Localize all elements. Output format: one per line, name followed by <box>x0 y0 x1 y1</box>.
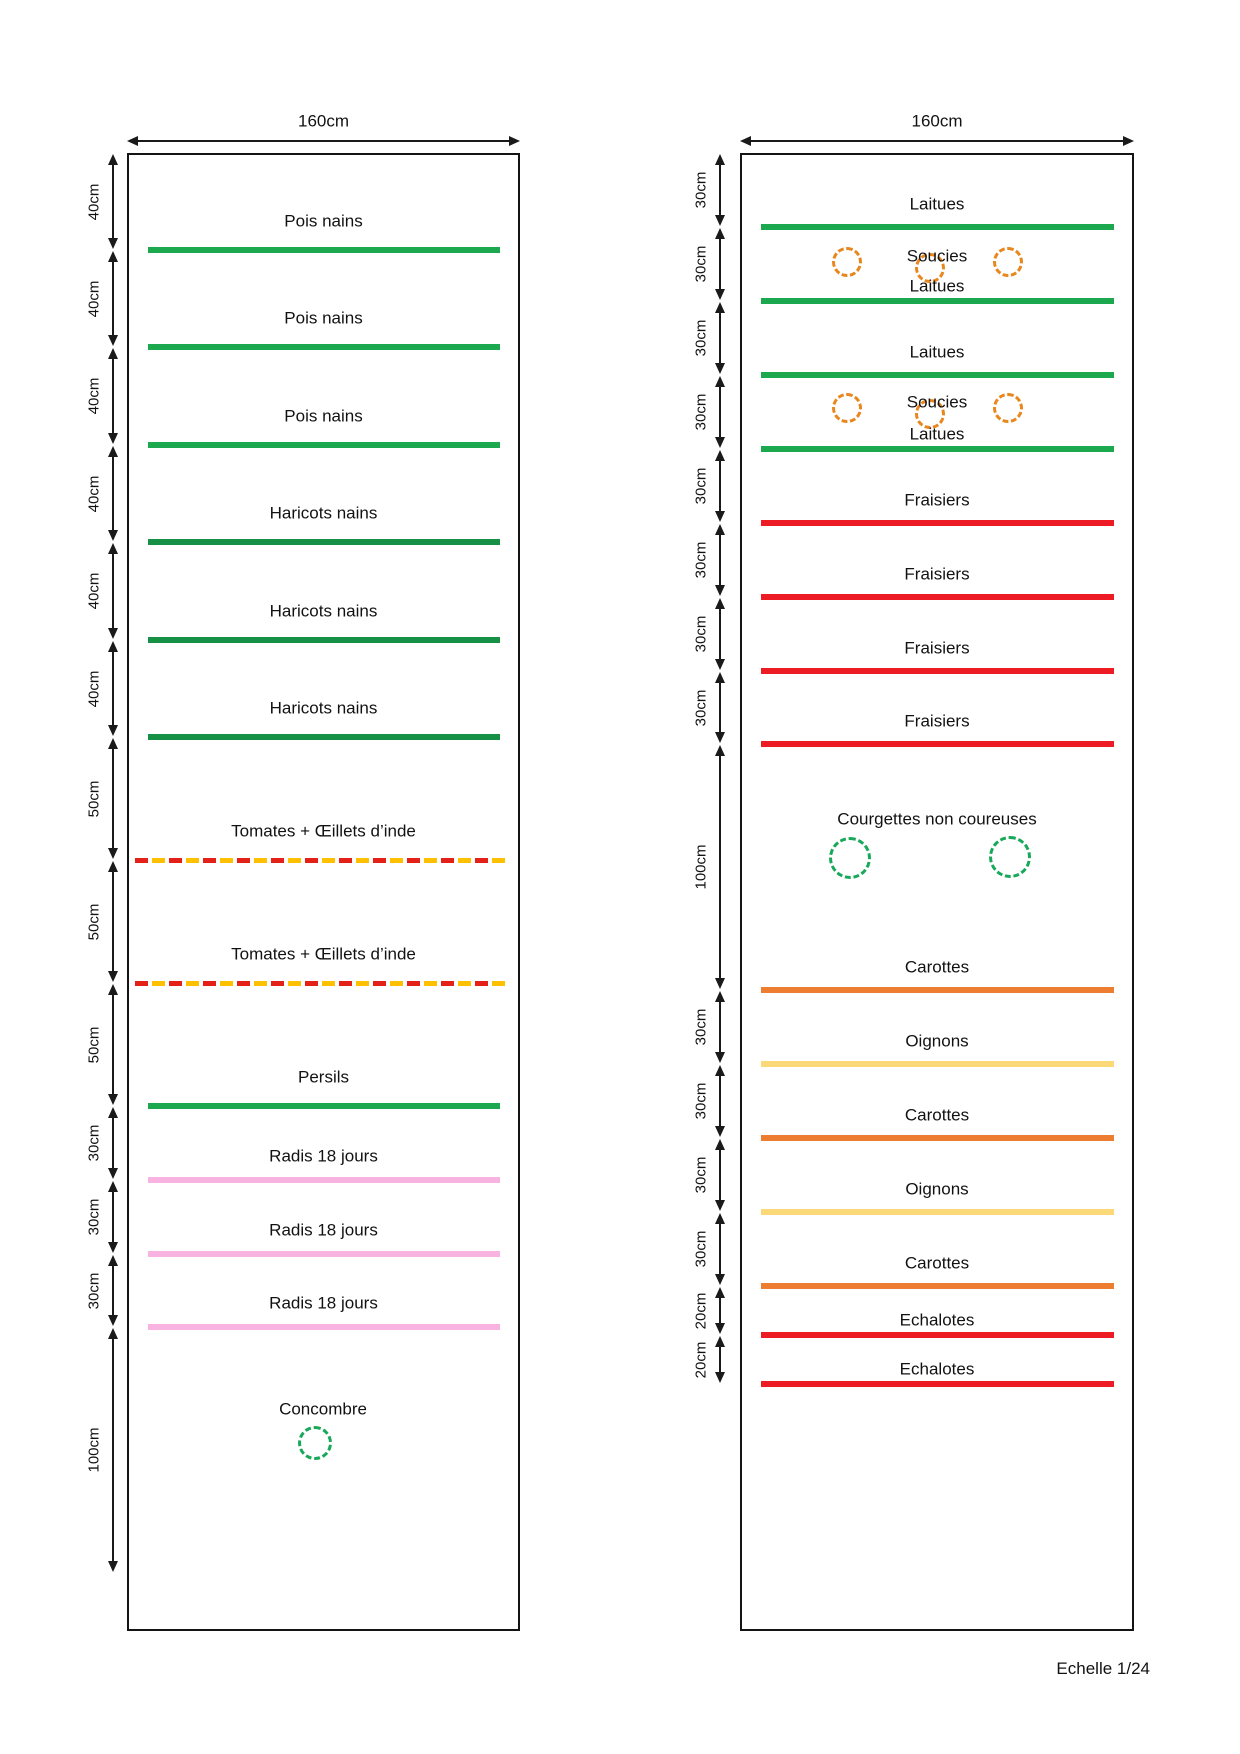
arrow-line <box>719 452 721 520</box>
arrow-line <box>719 526 721 594</box>
spacing-arrow <box>108 1255 118 1326</box>
crop-row-line <box>761 1209 1114 1215</box>
arrow-head-down-icon <box>715 1052 725 1063</box>
spacing-label: 40cm <box>85 377 103 415</box>
crop-row-line <box>761 372 1114 378</box>
arrow-head-down-icon <box>108 1168 118 1179</box>
arrow-head-up-icon <box>108 1255 118 1266</box>
crop-row-label: Fraisiers <box>904 711 970 731</box>
bed-width-label: 160cm <box>297 111 350 131</box>
arrow-head-down-icon <box>715 1200 725 1211</box>
plant-circle <box>989 836 1031 878</box>
spacing-arrow <box>715 228 725 300</box>
arrow-head-up-icon <box>108 861 118 872</box>
crop-row-line <box>761 520 1114 526</box>
crop-row-label: Fraisiers <box>904 490 970 510</box>
arrow-line <box>742 140 1132 142</box>
plant-circle <box>993 247 1023 277</box>
arrow-head-up-icon <box>108 251 118 262</box>
arrow-head-up-icon <box>715 598 725 609</box>
crop-row-line <box>761 987 1114 993</box>
spacing-label: 30cm <box>692 1082 710 1120</box>
spacing-label: 50cm <box>85 1026 103 1063</box>
arrow-head-up-icon <box>715 376 725 387</box>
plant-circle <box>832 393 862 423</box>
crop-row-line <box>148 1103 500 1109</box>
arrow-line <box>719 304 721 372</box>
crop-row-label: Pois nains <box>284 211 363 231</box>
arrow-head-up-icon <box>715 672 725 683</box>
arrow-head-down-icon <box>108 848 118 859</box>
arrow-head-up-icon <box>715 450 725 461</box>
crop-row-label: Laitues <box>909 194 965 214</box>
arrow-head-down-icon <box>715 289 725 300</box>
crop-row-label: Laitues <box>909 424 965 444</box>
arrow-line <box>719 674 721 741</box>
spacing-arrow <box>108 1181 118 1253</box>
spacing-label: 40cm <box>85 475 103 512</box>
arrow-head-up-icon <box>108 984 118 995</box>
spacing-label: 20cm <box>692 1292 710 1329</box>
spacing-label: 100cm <box>85 1427 103 1473</box>
arrow-head-up-icon <box>715 524 725 535</box>
arrow-head-left-icon <box>740 136 751 146</box>
annotation-label: Soucies <box>906 246 968 266</box>
crop-row-line <box>761 741 1114 747</box>
spacing-arrow <box>108 984 118 1105</box>
arrow-head-down-icon <box>715 1126 725 1137</box>
spacing-label: 50cm <box>85 780 103 817</box>
arrow-head-up-icon <box>108 1181 118 1192</box>
arrow-head-up-icon <box>108 738 118 749</box>
spacing-arrow <box>715 302 725 374</box>
arrow-line <box>719 747 721 987</box>
spacing-label: 30cm <box>692 541 710 579</box>
arrow-line <box>719 230 721 298</box>
arrow-head-down-icon <box>108 1094 118 1105</box>
crop-row-label: Haricots nains <box>269 601 378 621</box>
crop-row-line <box>148 1177 500 1183</box>
arrow-line <box>719 156 721 224</box>
arrow-head-up-icon <box>715 154 725 165</box>
crop-row-label: Oignons <box>905 1179 969 1199</box>
crop-row-line <box>761 594 1114 600</box>
arrow-head-up-icon <box>108 154 118 165</box>
arrow-head-down-icon <box>715 978 725 989</box>
crop-row-line <box>148 247 500 253</box>
crop-row-line <box>135 981 508 986</box>
spacing-arrow <box>715 376 725 448</box>
crop-row-label: Laitues <box>909 276 965 296</box>
spacing-arrow <box>715 598 725 670</box>
crop-row-line <box>148 734 500 740</box>
spacing-label: 30cm <box>692 393 710 431</box>
spacing-label: 40cm <box>85 572 103 610</box>
arrow-head-down-icon <box>108 530 118 541</box>
arrow-head-down-icon <box>108 1315 118 1326</box>
arrow-head-down-icon <box>715 659 725 670</box>
spacing-label: 30cm <box>692 1230 710 1268</box>
spacing-arrow <box>715 1065 725 1137</box>
crop-row-label: Echalotes <box>899 1359 975 1379</box>
plant-circle <box>298 1426 332 1460</box>
arrow-head-down-icon <box>715 511 725 522</box>
crop-row-line <box>135 858 508 863</box>
arrow-line <box>112 740 114 857</box>
arrow-head-up-icon <box>108 446 118 457</box>
crop-row-line <box>148 539 500 545</box>
crop-row-label: Carottes <box>904 1105 970 1125</box>
spacing-label: 40cm <box>85 280 103 317</box>
crop-row-line <box>761 668 1114 674</box>
arrow-head-down-icon <box>108 725 118 736</box>
arrow-head-up-icon <box>108 543 118 554</box>
spacing-arrow <box>108 861 118 982</box>
spacing-arrow <box>715 745 725 989</box>
crop-row-label: Fraisiers <box>904 638 970 658</box>
arrow-line <box>112 1183 114 1251</box>
arrow-head-down-icon <box>108 971 118 982</box>
arrow-head-up-icon <box>108 641 118 652</box>
spacing-label: 30cm <box>692 467 710 505</box>
crop-row-label: Tomates + Œillets d’inde <box>231 821 416 841</box>
crop-row-line <box>761 1283 1114 1289</box>
crop-row-label: Persils <box>297 1067 350 1087</box>
spacing-arrow <box>715 154 725 226</box>
bed-width-arrow <box>127 136 520 146</box>
arrow-line <box>719 378 721 446</box>
crop-row-label: Carottes <box>904 1253 970 1273</box>
crop-row-line <box>148 1251 500 1257</box>
spacing-arrow <box>108 738 118 859</box>
scale-label: Echelle 1/24 <box>1056 1659 1150 1678</box>
spacing-label: 30cm <box>692 319 710 357</box>
spacing-label: 40cm <box>85 183 103 220</box>
crop-row-line <box>761 1381 1114 1387</box>
spacing-arrow <box>108 251 118 346</box>
arrow-line <box>719 1067 721 1135</box>
arrow-line <box>112 253 114 344</box>
arrow-line <box>112 1109 114 1177</box>
arrow-head-up-icon <box>715 991 725 1002</box>
arrow-line <box>719 600 721 668</box>
arrow-head-right-icon <box>509 136 520 146</box>
bed-width-label: 160cm <box>911 111 963 131</box>
arrow-head-up-icon <box>715 745 725 756</box>
arrow-line <box>112 986 114 1103</box>
spacing-arrow <box>108 154 118 249</box>
arrow-head-down-icon <box>715 215 725 226</box>
arrow-head-left-icon <box>127 136 138 146</box>
crop-row-line <box>761 1061 1114 1067</box>
arrow-head-down-icon <box>108 1242 118 1253</box>
arrow-head-down-icon <box>715 1274 725 1285</box>
crop-row-line <box>761 1332 1114 1338</box>
arrow-head-down-icon <box>715 1323 725 1334</box>
arrow-line <box>719 1141 721 1209</box>
spacing-arrow <box>715 991 725 1063</box>
spacing-label: 50cm <box>85 903 103 940</box>
crop-row-line <box>761 224 1114 230</box>
crop-row-label: Haricots nains <box>269 503 378 523</box>
annotation-label: Soucies <box>906 392 968 412</box>
spacing-arrow <box>715 1336 725 1383</box>
arrow-head-up-icon <box>108 1107 118 1118</box>
arrow-head-up-icon <box>715 1065 725 1076</box>
arrow-head-up-icon <box>715 1213 725 1224</box>
spacing-label: 30cm <box>692 689 710 726</box>
arrow-line <box>719 993 721 1061</box>
spacing-arrow <box>108 446 118 541</box>
arrow-head-up-icon <box>715 1139 725 1150</box>
spacing-arrow <box>715 1139 725 1211</box>
arrow-head-down-icon <box>715 585 725 596</box>
spacing-label: 20cm <box>692 1341 710 1378</box>
arrow-line <box>719 1215 721 1283</box>
crop-row-label: Pois nains <box>284 308 363 328</box>
arrow-line <box>129 140 518 142</box>
spacing-label: 30cm <box>692 171 710 209</box>
arrow-line <box>112 448 114 539</box>
spacing-arrow <box>715 1287 725 1334</box>
arrow-line <box>112 863 114 980</box>
spacing-label: 30cm <box>692 615 710 653</box>
plant-circle <box>832 247 862 277</box>
spacing-label: 100cm <box>692 844 710 890</box>
crop-row-label: Fraisiers <box>904 564 970 584</box>
spacing-label: 30cm <box>692 245 710 283</box>
spacing-arrow <box>715 672 725 743</box>
bed-width-arrow <box>740 136 1134 146</box>
spacing-arrow <box>108 641 118 736</box>
crop-row-line <box>148 344 500 350</box>
spacing-label: 30cm <box>692 1156 710 1194</box>
arrow-head-down-icon <box>715 732 725 743</box>
crop-row-label: Radis 18 jours <box>269 1293 378 1313</box>
crop-row-line <box>148 442 500 448</box>
arrow-line <box>112 350 114 442</box>
arrow-head-down-icon <box>715 1372 725 1383</box>
arrow-head-up-icon <box>715 1336 725 1347</box>
spacing-arrow <box>715 450 725 522</box>
arrow-head-down-icon <box>108 238 118 249</box>
crop-row-line <box>148 1324 500 1330</box>
arrow-head-down-icon <box>108 1561 118 1572</box>
arrow-head-up-icon <box>715 1287 725 1298</box>
arrow-line <box>112 156 114 247</box>
spacing-label: 30cm <box>85 1198 103 1236</box>
arrow-head-right-icon <box>1123 136 1134 146</box>
annotation-label: Concombre <box>279 1399 367 1419</box>
spacing-arrow <box>108 1328 118 1572</box>
crop-row-label: Radis 18 jours <box>269 1220 378 1240</box>
spacing-arrow <box>108 543 118 639</box>
spacing-arrow <box>108 348 118 444</box>
arrow-head-down-icon <box>108 628 118 639</box>
crop-row-label: Tomates + Œillets d’inde <box>231 944 416 964</box>
arrow-head-down-icon <box>715 363 725 374</box>
spacing-arrow <box>715 524 725 596</box>
spacing-label: 30cm <box>85 1272 103 1309</box>
annotation-label: Courgettes non coureuses <box>837 809 1037 829</box>
spacing-arrow <box>108 1107 118 1179</box>
crop-row-line <box>761 446 1114 452</box>
plant-circle <box>993 393 1023 423</box>
arrow-head-up-icon <box>715 302 725 313</box>
spacing-label: 40cm <box>85 670 103 707</box>
arrow-line <box>112 643 114 734</box>
arrow-head-up-icon <box>715 228 725 239</box>
crop-row-label: Pois nains <box>284 406 363 426</box>
arrow-line <box>112 1330 114 1570</box>
crop-row-label: Oignons <box>905 1031 969 1051</box>
crop-row-label: Radis 18 jours <box>269 1146 378 1166</box>
crop-row-label: Haricots nains <box>269 698 378 718</box>
arrow-head-down-icon <box>108 433 118 444</box>
spacing-label: 30cm <box>692 1008 710 1046</box>
arrow-head-up-icon <box>108 348 118 359</box>
arrow-head-down-icon <box>715 437 725 448</box>
spacing-label: 30cm <box>85 1124 103 1162</box>
crop-row-line <box>761 1135 1114 1141</box>
arrow-line <box>112 1257 114 1324</box>
arrow-head-down-icon <box>108 335 118 346</box>
crop-row-line <box>761 298 1114 304</box>
crop-row-line <box>148 637 500 643</box>
crop-row-label: Echalotes <box>899 1310 975 1330</box>
crop-row-label: Laitues <box>909 342 965 362</box>
spacing-arrow <box>715 1213 725 1285</box>
arrow-head-up-icon <box>108 1328 118 1339</box>
plant-circle <box>829 837 871 879</box>
crop-row-label: Carottes <box>904 957 970 977</box>
arrow-line <box>112 545 114 637</box>
